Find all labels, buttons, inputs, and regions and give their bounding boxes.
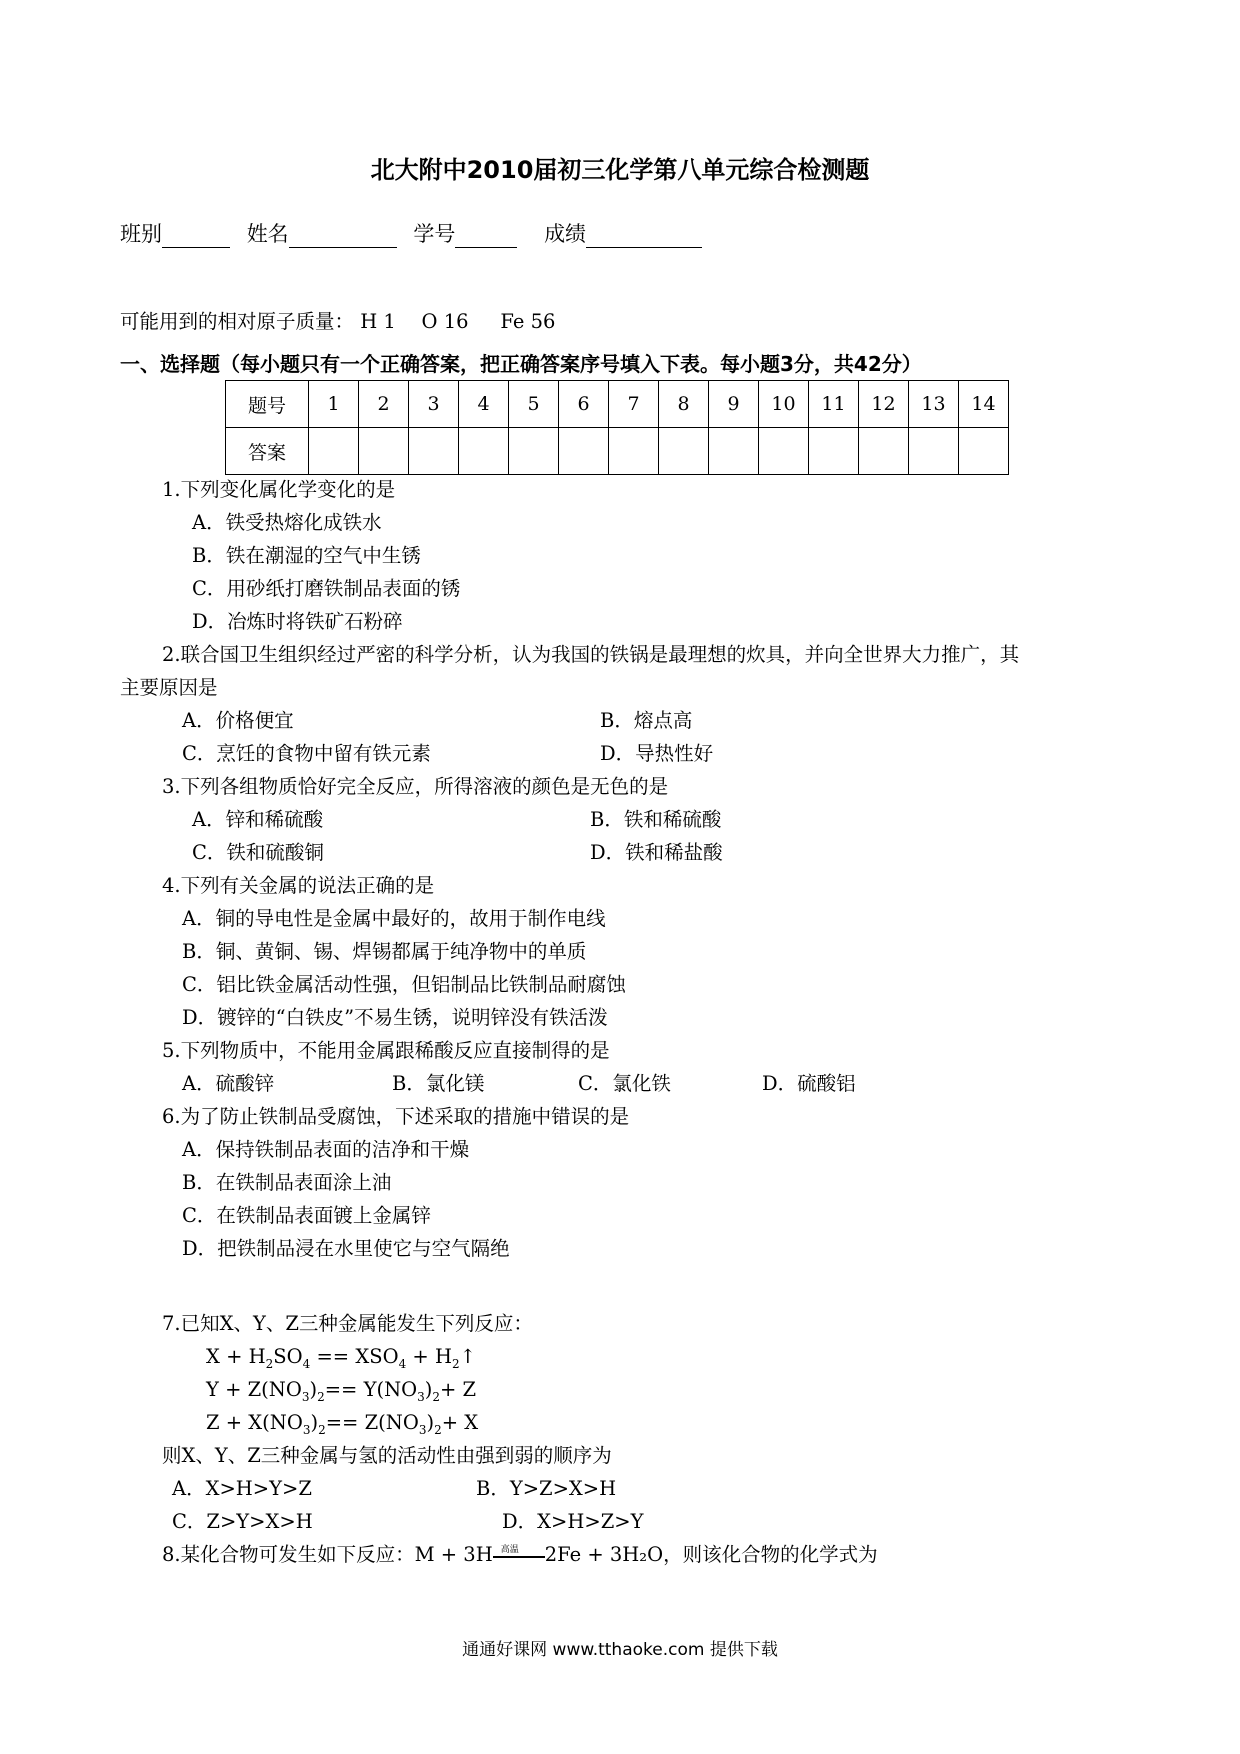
answer-cell[interactable] bbox=[559, 428, 609, 475]
question-number-cell: 7 bbox=[609, 381, 659, 428]
q7-equation-2: $Y + Z(NO_3)_2== Y(NO_3)_2+ Z$ bbox=[206, 1378, 477, 1404]
q1-option-c: C．用砂纸打磨铁制品表面的锈 bbox=[192, 577, 461, 600]
question-number-cell: 6 bbox=[559, 381, 609, 428]
q7-question: 则X、Y、Z三种金属与氢的活动性由强到弱的顺序为 bbox=[162, 1444, 612, 1467]
q8-stem bbox=[162, 1543, 878, 1567]
answer-cell[interactable] bbox=[659, 428, 709, 475]
class-blank[interactable] bbox=[162, 225, 230, 248]
reaction-condition: 高温 bbox=[500, 1544, 519, 1555]
answer-cell[interactable] bbox=[909, 428, 959, 475]
q2-stem-line1: 2.联合国卫生组织经过严密的科学分析，认为我国的铁锅是最理想的炊具，并向全世界大力推广，其 bbox=[162, 643, 1020, 666]
answer-cell[interactable] bbox=[509, 428, 559, 475]
q3-option-a: A．锌和稀硫酸 bbox=[192, 808, 324, 831]
section-heading: 一、选择题（每小题只有一个正确答案，把正确答案序号填入下表。每小题3分，共42分） bbox=[120, 352, 922, 376]
q2-option-d: D．导热性好 bbox=[600, 742, 714, 765]
q3-option-c: C．铁和硫酸铜 bbox=[192, 841, 324, 864]
question-number-cell: 1 bbox=[309, 381, 359, 428]
question-number-cell: 11 bbox=[809, 381, 859, 428]
answer-cell[interactable] bbox=[309, 428, 359, 475]
answer-cell[interactable] bbox=[359, 428, 409, 475]
q5-option-c: C．氯化铁 bbox=[578, 1072, 671, 1095]
q7-option-c: C．Z>Y>X>H bbox=[172, 1510, 313, 1533]
q3-option-b: B．铁和稀硫酸 bbox=[590, 808, 722, 831]
answer-cell[interactable] bbox=[959, 428, 1009, 475]
q5-option-a: A．硫酸锌 bbox=[182, 1072, 275, 1095]
q7-stem: 7.已知X、Y、Z三种金属能发生下列反应： bbox=[162, 1312, 533, 1335]
question-number-cell: 9 bbox=[709, 381, 759, 428]
answer-row-label: 答案 bbox=[226, 428, 309, 475]
id-label: 学号 bbox=[413, 222, 456, 246]
page-title: 北大附中2010届初三化学第八单元综合检测题 bbox=[370, 156, 870, 184]
q2-stem-line2: 主要原因是 bbox=[120, 676, 218, 699]
score-blank[interactable] bbox=[586, 225, 702, 248]
answer-cell[interactable] bbox=[809, 428, 859, 475]
q5-option-b: B．氯化镁 bbox=[392, 1072, 485, 1095]
number-row-label: 题号 bbox=[226, 381, 309, 428]
question-number-cell: 3 bbox=[409, 381, 459, 428]
answer-cell[interactable] bbox=[759, 428, 809, 475]
student-info-line bbox=[120, 218, 702, 248]
q8-stem-end: 2Fe + 3H₂O，则该化合物的化学式为 bbox=[544, 1543, 878, 1566]
q3-option-d: D．铁和稀盐酸 bbox=[590, 841, 723, 864]
answer-table-number-row bbox=[226, 381, 1009, 428]
answer-table bbox=[225, 380, 1009, 475]
q6-stem: 6.为了防止铁制品受腐蚀，下述采取的措施中错误的是 bbox=[162, 1105, 630, 1128]
q4-stem: 4.下列有关金属的说法正确的是 bbox=[162, 874, 435, 897]
name-label: 姓名 bbox=[246, 222, 289, 246]
q4-option-b: B．铜、黄铜、锡、焊锡都属于纯净物中的单质 bbox=[182, 940, 587, 963]
q8-stem-start: 8.某化合物可发生如下反应：M + 3H bbox=[162, 1543, 493, 1566]
q1-option-a: A．铁受热熔化成铁水 bbox=[192, 511, 382, 534]
question-number-cell: 5 bbox=[509, 381, 559, 428]
q7-equation-3: $Z + X(NO_3)_2== Z(NO_3)_2+ X$ bbox=[206, 1411, 479, 1437]
q1-stem: 1.下列变化属化学变化的是 bbox=[162, 478, 396, 501]
q4-option-c: C．铝比铁金属活动性强，但铝制品比铁制品耐腐蚀 bbox=[182, 973, 626, 996]
question-number-cell: 8 bbox=[659, 381, 709, 428]
q6-option-d: D．把铁制品浸在水里使它与空气隔绝 bbox=[182, 1237, 510, 1260]
q2-option-c: C．烹饪的食物中留有铁元素 bbox=[182, 742, 431, 765]
name-blank[interactable] bbox=[289, 225, 397, 248]
id-blank[interactable] bbox=[455, 225, 517, 248]
question-number-cell: 14 bbox=[959, 381, 1009, 428]
q6-option-c: C．在铁制品表面镀上金属锌 bbox=[182, 1204, 431, 1227]
q2-option-b: B．熔点高 bbox=[600, 709, 693, 732]
atomic-mass-line: 可能用到的相对原子质量： H 1 O 16 Fe 56 bbox=[120, 310, 556, 333]
answer-cell[interactable] bbox=[459, 428, 509, 475]
q4-option-d: D．镀锌的“白铁皮”不易生锈，说明锌没有铁活泼 bbox=[182, 1006, 608, 1029]
q5-stem: 5.下列物质中，不能用金属跟稀酸反应直接制得的是 bbox=[162, 1039, 610, 1062]
q7-option-b: B．Y>Z>X>H bbox=[476, 1477, 617, 1500]
q6-option-a: A．保持铁制品表面的洁净和干燥 bbox=[182, 1138, 470, 1161]
q2-option-a: A．价格便宜 bbox=[182, 709, 294, 732]
score-label: 成绩 bbox=[544, 222, 587, 246]
question-number-cell: 2 bbox=[359, 381, 409, 428]
question-number-cell: 10 bbox=[759, 381, 809, 428]
question-number-cell: 13 bbox=[909, 381, 959, 428]
q5-option-d: D．硫酸铝 bbox=[762, 1072, 856, 1095]
answer-cell[interactable] bbox=[859, 428, 909, 475]
reaction-arrow bbox=[493, 1544, 545, 1564]
q6-option-b: B．在铁制品表面涂上油 bbox=[182, 1171, 392, 1194]
q7-option-d: D．X>H>Z>Y bbox=[502, 1510, 644, 1533]
q7-option-a: A．X>H>Y>Z bbox=[172, 1477, 312, 1500]
answer-cell[interactable] bbox=[709, 428, 759, 475]
q3-stem: 3.下列各组物质恰好完全反应，所得溶液的颜色是无色的是 bbox=[162, 775, 669, 798]
q4-option-a: A．铜的导电性是金属中最好的，故用于制作电线 bbox=[182, 907, 606, 930]
answer-cell[interactable] bbox=[609, 428, 659, 475]
q1-option-b: B．铁在潮湿的空气中生锈 bbox=[192, 544, 421, 567]
page-footer: 通通好课网 www.tthaoke.com 提供下载 bbox=[462, 1640, 778, 1660]
question-number-cell: 12 bbox=[859, 381, 909, 428]
question-number-cell: 4 bbox=[459, 381, 509, 428]
q1-option-d: D．冶炼时将铁矿石粉碎 bbox=[192, 610, 403, 633]
q7-equation-1: $X + H_2SO_4 == XSO_4$ + $H_2↑$ bbox=[206, 1345, 476, 1371]
class-label: 班别 bbox=[120, 222, 162, 246]
answer-table-answer-row bbox=[226, 428, 1009, 475]
answer-cell[interactable] bbox=[409, 428, 459, 475]
